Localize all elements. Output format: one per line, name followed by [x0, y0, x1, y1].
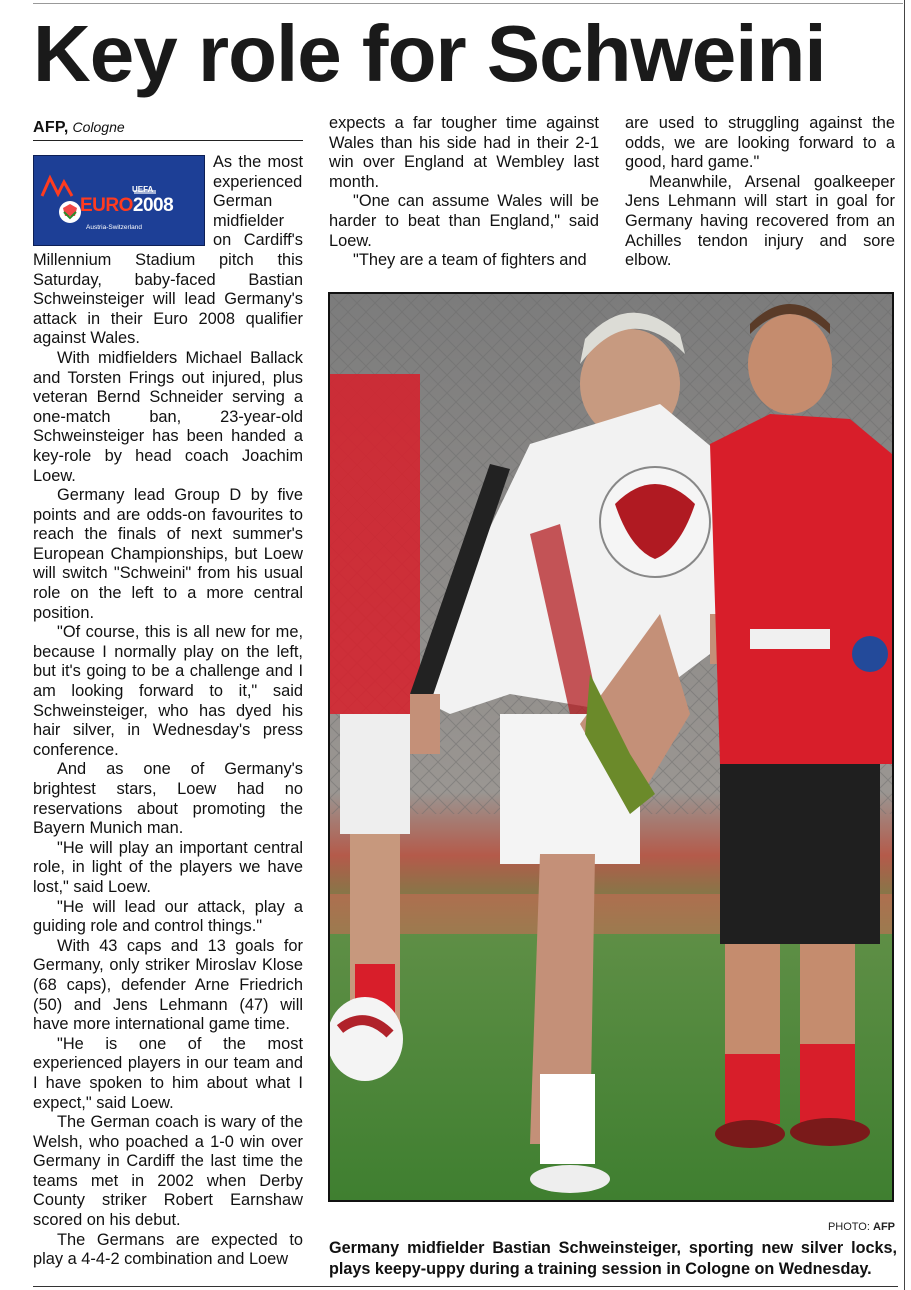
paragraph: The German coach is wary of the Welsh, who poached a 1-0 win over Germany in Cardiff the last time the teams met in 2002 when Derby County striker Robert Earnshaw scored on his debut. — [33, 1113, 303, 1230]
photo-credit — [600, 1220, 895, 1234]
bottom-rule — [33, 1286, 898, 1287]
headline: Key role for Schweini — [33, 9, 826, 98]
byline-location: Cologne — [72, 119, 125, 135]
byline-agency: AFP, — [33, 119, 69, 136]
paragraph: "He will lead our attack, play a guiding role and control things." — [33, 897, 303, 936]
byline — [33, 117, 303, 138]
photo-credit-label: PHOTO: — [827, 1221, 870, 1233]
paragraph: The Germans are expected to play a 4-4-2 combination and Loew — [33, 1230, 303, 1269]
paragraph: With midfielders Michael Ballack and Torsten Frings out injured, plus veteran Bernd Schneider serving a one-match ban, 23-year-old Schweinsteiger has been handed a key-role by head coach Joachim Loew. — [33, 348, 303, 485]
paragraph: With 43 caps and 13 goals for Germany, only striker Miroslav Klose (68 caps), defender Arne Friedrich (50) and Jens Lehmann (47) will have more international game time. — [33, 936, 303, 1034]
paragraph: "He will play an important central role, in light of the players we have lost," said Loew. — [33, 838, 303, 896]
euro-2008-logo-icon — [33, 155, 205, 246]
paragraph: expects a far tougher time against Wales than his side had in their 2-1 win over England at Wembley last month. — [329, 114, 599, 191]
photo-credit-source: AFP — [873, 1221, 895, 1233]
article-column-3 — [625, 114, 895, 271]
paragraph: Germany lead Group D by five points and are odds-on favourites to reach the finals of next summer's European Championships, but Loew will switch "Schweini" from his usual role on the left to a more central position. — [33, 486, 303, 622]
paragraph: "One can assume Wales will be harder to beat than England," said Loew. — [329, 192, 599, 250]
paragraph: "They are a team of fighters and — [353, 251, 587, 270]
logo-year-text: 2008 — [132, 195, 174, 216]
news-photo — [328, 292, 894, 1202]
logo-uefa-text: UEFA — [132, 185, 154, 194]
paragraph: And as one of Germany's brightest stars, Loew had no reservations about promoting the Bayern Munich man. — [33, 760, 303, 838]
logo-hosts-text: Austria-Switzerland — [86, 224, 142, 231]
paragraph: "He is one of the most experienced players in our team and I have spoken to him about what I expect," said Loew. — [33, 1034, 303, 1112]
paragraph: As the most experienced German midfielder on Cardiff's Millennium Stadium pitch this Saturday, baby-faced Bastian Schweinsteiger will lead Germany's attack in their Euro 2008 qualifier against Wales. — [33, 153, 303, 348]
article-column-1 — [33, 153, 303, 1270]
training-photo-illustration — [330, 294, 892, 1200]
paragraph: Meanwhile, Arsenal goalkeeper Jens Lehmann will start in goal for Germany having recovered from an Achilles tendon injury and sore elbow. — [625, 172, 895, 270]
byline-rule — [33, 140, 303, 141]
paragraph: are used to struggling against the odds, we are looking forward to a good, hard game." — [625, 114, 895, 172]
logo-title — [80, 196, 173, 216]
page-edge-rule — [904, 0, 905, 1290]
photo-caption: Germany midfielder Bastian Schweinsteiger, sporting new silver locks, plays keepy-uppy during a training session in Cologne on Wednesday. — [329, 1239, 897, 1278]
article-column-2 — [329, 114, 599, 271]
paragraph: "Of course, this is all new for me, because I normally play on the left, but it's going to be a challenge and I am looking forward to it," said Schweinsteiger, who has dyed his hair silver, in Wednesday's press conference. — [33, 623, 303, 759]
logo-euro-text: EURO — [80, 195, 133, 216]
